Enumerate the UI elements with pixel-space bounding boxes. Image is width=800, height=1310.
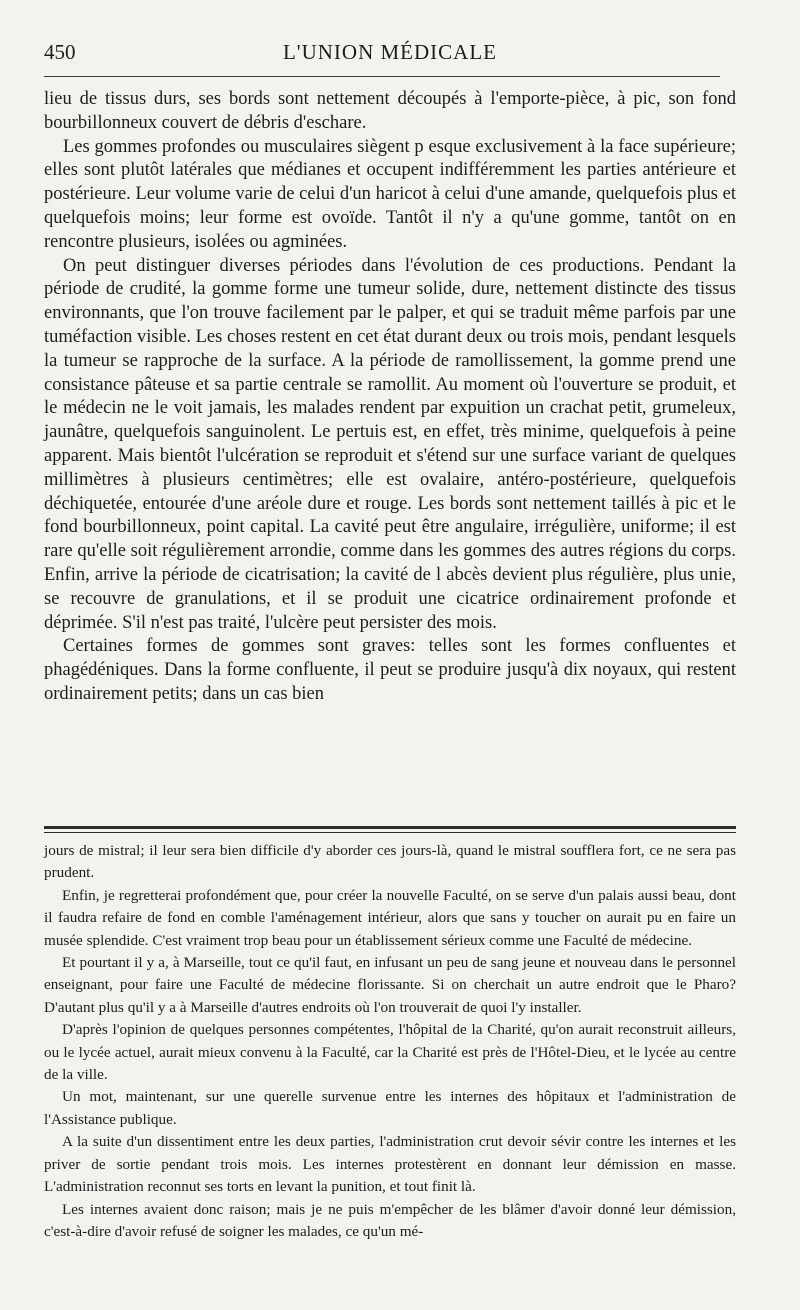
body-paragraph: Certaines formes de gommes sont graves: telles sont les formes confluentes et phagédéniques. Dans la forme confluente, il peut se produire jusqu'à dix noyaux, qui restent ordinairement petits; dans un cas bien [44,636,736,704]
footnote-paragraph: Un mot, maintenant, sur une querelle survenue entre les internes des hôpitaux et l'administration de l'Assistance publique. [44,1088,736,1128]
footnote-text [44,840,736,1243]
main-text [44,88,736,707]
header-rule [44,76,720,77]
body-paragraph: On peut distinguer diverses périodes dans l'évolution de ces productions. Pendant la période de crudité, la gomme forme une tumeur solide, dure, nettement distincte des tissus environnants, que l'on trouve facilement par le palper, et qui se traduit même parfois par une tuméfaction visible. Les choses restent en cet état durant deux ou trois mois, pendant lesquels la tumeur se rapproche de la surface. A la période de ramollissement, la gomme prend une consistance pâteuse et sa partie centrale se ramollit. Au moment où l'ouverture se produit, et le médecin ne le voit jamais, les malades rendent par expuition un crachat petit, grumeleux, jaunâtre, quelquefois sanguinolent. Le pertuis est, en effet, très minime, quelquefois à peine apparent. Mais bientôt l'ulcération se reproduit et s'étend sur une surface variant de quelques millimètres à plusieurs centimètres; elle est ovalaire, antéro-postérieure, quelquefois déchiquetée, entourée d'une aréole dure et rouge. Les bords sont nettement taillés à pic et le fond bourbillonneux, point capital. La cavité peut être angulaire, irrégulière, uniforme; il est rare qu'elle soit régulièrement arrondie, comme dans les gommes des autres régions du corps. Enfin, arrive la période de cicatrisation; la cavité de l abcès devient plus régulière, plus unie, se recouvre de granulations, et il se produit une cicatrice ordinairement profonde et déprimée. S'il n'est pas traité, l'ulcère peut persister des mois. [44,255,736,633]
body-paragraph: Les gommes profondes ou musculaires siègent p esque exclusivement à la face supérieure; elles sont plutôt latérales que médianes et occupent indifféremment les parties antérieure et postérieure. Leur volume varie de celui d'un haricot à celui d'une amande, quelquefois plus et quelquefois moins; leur forme est ovoïde. Tantôt il n'y a qu'une gomme, tantôt on en rencontre plusieurs, isolées ou agminées. [44,136,736,252]
body-paragraph: lieu de tissus durs, ses bords sont nettement découpés à l'emporte-pièce, à pic, son fond bourbillonneux couvert de débris d'eschare. [44,89,736,133]
footnote-paragraph: A la suite d'un dissentiment entre les deux parties, l'administration crut devoir sévir contre les internes et les priver de sortie pendant trois mois. Les internes protestèrent en donnant leur démission en masse. L'administration reconnut ses torts en levant la punition, et tout finit là. [44,1133,736,1196]
footnote-paragraph: Enfin, je regretterai profondément que, pour créer la nouvelle Faculté, on se serve d'un palais aussi beau, dont il faudra refaire de fond en comble l'aménagement intérieur, alors que sans y toucher on aurait pu en faire un musée splendide. C'est vraiment trop beau pour un établissement sérieux comme une Faculté de médecine. [44,886,736,949]
footnote-paragraph: jours de mistral; il leur sera bien difficile d'y aborder ces jours-là, quand le mistral soufflera fort, ce ne sera pas prudent. [44,842,736,882]
footnote-paragraph: D'après l'opinion de quelques personnes compétentes, l'hôpital de la Charité, qu'on aurait reconstruit ailleurs, ou le lycée actuel, aurait mieux convenu à la Faculté, car la Charité est près de l'Hôtel-Dieu, et le lycée au centre de la ville. [44,1021,736,1084]
footnote-paragraph: Et pourtant il y a, à Marseille, tout ce qu'il faut, en infusant un peu de sang jeune et nouveau dans le personnel enseignant, pour faire une Faculté de médecine florissante. Si on cherchait un autre endroit que le Pharo? D'autant plus qu'il y a à Marseille d'autres endroits où l'on trouverait de quoi l'y installer. [44,954,736,1016]
running-title: L'UNION MÉDICALE [282,40,497,64]
page-number: 450 [44,40,76,64]
page-header [44,40,736,74]
footnote-paragraph: Les internes avaient donc raison; mais je ne puis m'empêcher de les blâmer d'avoir donné leur démission, c'est-à-dire d'avoir refusé de soigner les malades, ce qu'un mé- [44,1200,736,1240]
footnote-separator [44,826,736,833]
